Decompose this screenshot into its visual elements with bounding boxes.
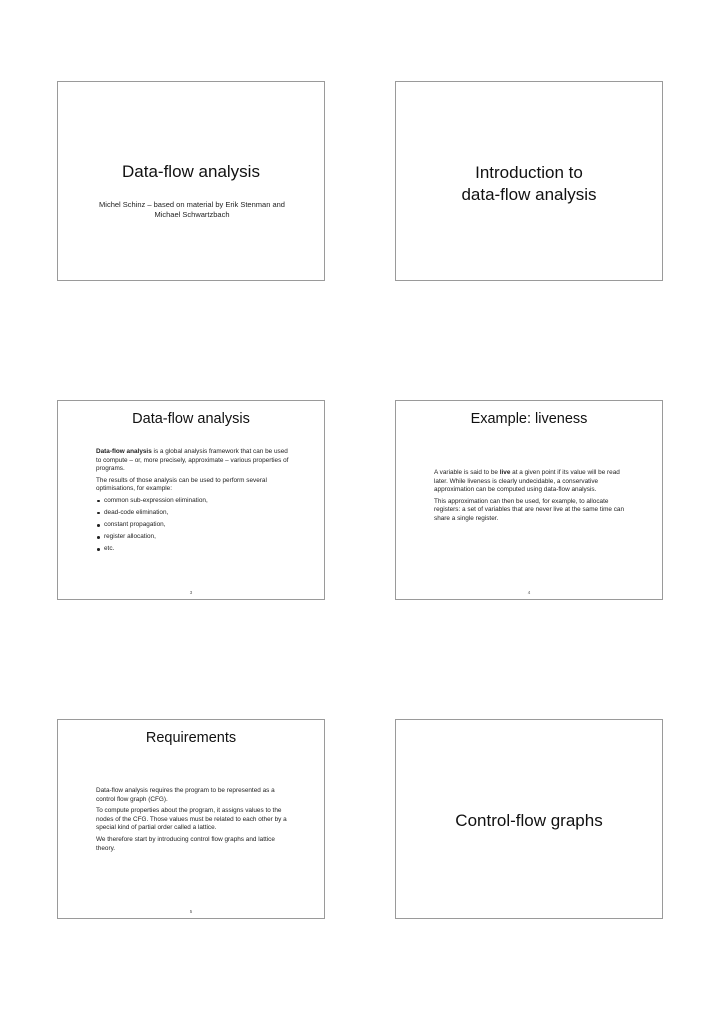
slide-1	[57, 81, 325, 281]
slide-3-paragraph-2: The results of those analysis can be used to perform several optimisations, for example:	[96, 476, 267, 493]
bullet-item: common sub-expression elimination,	[96, 497, 294, 506]
slide-1-title: Data-flow analysis	[122, 162, 260, 181]
slide-6-title: Control-flow graphs	[455, 811, 603, 830]
slide-4-paragraph-1	[434, 469, 632, 495]
slide-5-paragraph-3: We therefore start by introducing control flow graphs and lattice theory.	[96, 835, 275, 852]
bullet-item: dead-code elimination,	[96, 509, 294, 518]
slide-4-paragraph-1-post: at a given point if its value will be read later. While liveness is clearly undecidable, a conservative approximation can be computed using data-flow analysis.	[434, 469, 620, 494]
slide-6	[395, 719, 663, 919]
slide-5-paragraph-2: To compute properties about the program, it assigns values to the nodes of the CFG. Those values must be related to each other by a special kind of partial order called a lattice.	[96, 807, 287, 832]
slide-5-page-number: 5	[189, 909, 193, 914]
slide-4-paragraph-2: This approximation can then be used, for example, to allocate registers: a set of variables that are never live at the same time can share a single register.	[434, 497, 625, 522]
slide-3	[57, 400, 325, 600]
slide-2	[395, 81, 663, 281]
slide-3-paragraph-1-text: is a global analysis framework that can be used to compute – or, more precisely, approximate – various properties of programs.	[96, 448, 289, 473]
slide-2-title-line-1: Introduction to	[475, 163, 583, 182]
slide-2-title-line-2: data-flow analysis	[461, 185, 597, 204]
slide-3-bullet-list	[96, 497, 294, 554]
slide-4-page-number: 4	[527, 590, 531, 595]
slide-4-bold-term: live	[499, 469, 511, 476]
slide-5-body	[96, 787, 294, 856]
bullet-item: register allocation,	[96, 533, 294, 542]
slide-4-body	[434, 469, 632, 527]
slide-4-title: Example: liveness	[470, 411, 588, 427]
slide-5-paragraph-1: Data-flow analysis requires the program to be represented as a control flow graph (CFG).	[96, 787, 275, 803]
slide-3-title: Data-flow analysis	[132, 411, 250, 427]
bullet-item: constant propagation,	[96, 521, 294, 530]
slide-4-paragraph-1-pre: A variable is said to be	[434, 469, 500, 476]
slide-3-bold-term: Data-flow analysis	[96, 448, 152, 455]
slide-5	[57, 719, 325, 919]
slide-5-title: Requirements	[145, 730, 237, 746]
slide-4	[395, 400, 663, 600]
slide-3-paragraph-1	[96, 448, 294, 474]
bullet-item: etc.	[96, 545, 294, 554]
slide-3-body	[96, 448, 294, 557]
slide-1-subtitle: Michel Schinz – based on material by Erik Stenman and Michael Schwartzbach	[99, 200, 285, 219]
slide-3-page-number: 3	[189, 590, 193, 595]
